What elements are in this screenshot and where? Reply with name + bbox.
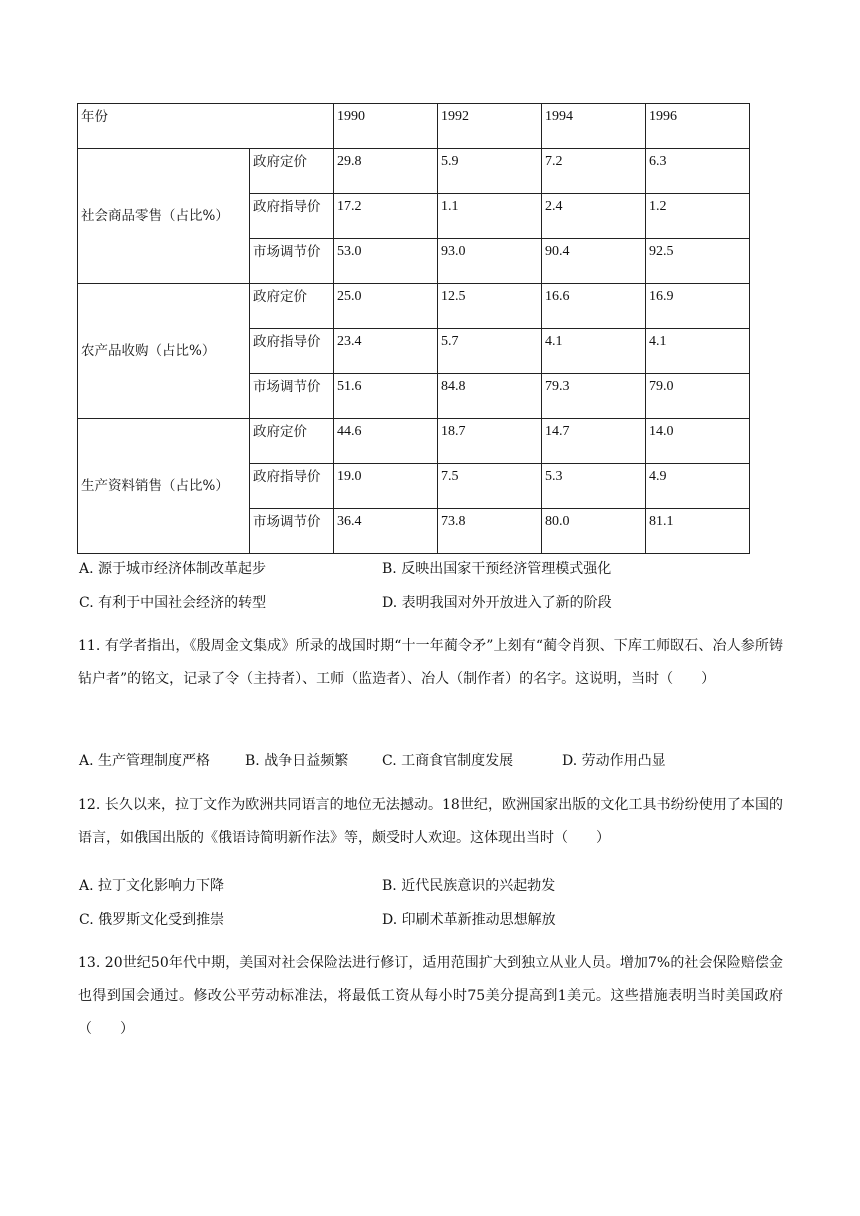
header-year: 1990	[334, 104, 438, 149]
table-cell: 14.0	[646, 419, 750, 464]
table-cell: 92.5	[646, 239, 750, 284]
q11-stem: 11. 有学者指出，《殷周金文集成》所录的战国时期“十一年蔺令矛”上刻有“蔺令肖狈、下库工师臤石、冶人参所铸钻户者”的铭文，记录了令（主持者）、工师（监造者）、冶人（制作者）的名字。这说明，当时（ ）	[78, 638, 783, 687]
q12-stem: 12. 长久以来，拉丁文作为欧洲共同语言的地位无法撼动。18世纪，欧洲国家出版的文化工具书纷纷使用了本国的语言，如俄国出版的《俄语诗简明新作法》等，颇受时人欢迎。这体现出当时（ ）	[78, 797, 783, 846]
table-row	[78, 149, 750, 194]
table-cell: 1.1	[438, 194, 542, 239]
price-type: 政府指导价	[250, 464, 334, 509]
table-cell: 5.7	[438, 329, 542, 374]
price-type: 政府定价	[250, 419, 334, 464]
table-cell: 18.7	[438, 419, 542, 464]
header-year: 1992	[438, 104, 542, 149]
table-cell: 7.2	[542, 149, 646, 194]
table-cell: 7.5	[438, 464, 542, 509]
table-cell: 84.8	[438, 374, 542, 419]
q10-options-row-2	[79, 592, 779, 614]
q10-option-d[interactable]: D. 表明我国对外开放进入了新的阶段	[382, 595, 612, 611]
q12-options-row-1	[79, 875, 779, 897]
price-type: 市场调节价	[250, 374, 334, 419]
table-cell: 5.3	[542, 464, 646, 509]
table-row	[78, 419, 750, 464]
q12-options-row-2	[79, 909, 779, 931]
table-header-row	[78, 104, 750, 149]
table-cell: 90.4	[542, 239, 646, 284]
table-cell: 93.0	[438, 239, 542, 284]
group-name: 生产资料销售（占比%）	[78, 419, 250, 554]
table-cell: 51.6	[334, 374, 438, 419]
header-label: 年份	[78, 104, 334, 149]
price-type: 政府定价	[250, 149, 334, 194]
table-cell: 19.0	[334, 464, 438, 509]
price-type: 政府定价	[250, 284, 334, 329]
price-type: 市场调节价	[250, 239, 334, 284]
q10-options-row-1	[79, 558, 779, 580]
table-cell: 16.9	[646, 284, 750, 329]
table-cell: 6.3	[646, 149, 750, 194]
table-cell: 36.4	[334, 509, 438, 554]
q11-option-b[interactable]: B. 战争日益频繁	[245, 753, 349, 769]
q11-options-row	[79, 750, 779, 772]
table-cell: 53.0	[334, 239, 438, 284]
table-cell: 4.1	[646, 329, 750, 374]
table-cell: 5.9	[438, 149, 542, 194]
q11-option-d[interactable]: D. 劳动作用凸显	[562, 753, 666, 769]
table-cell: 2.4	[542, 194, 646, 239]
q12-option-c[interactable]: C. 俄罗斯文化受到推崇	[79, 912, 225, 928]
price-share-table	[77, 103, 750, 554]
price-type: 政府指导价	[250, 194, 334, 239]
table-cell: 23.4	[334, 329, 438, 374]
q10-option-a[interactable]: A. 源于城市经济体制改革起步	[79, 561, 267, 577]
table-cell: 29.8	[334, 149, 438, 194]
table-cell: 80.0	[542, 509, 646, 554]
table-cell: 25.0	[334, 284, 438, 329]
table-cell: 1.2	[646, 194, 750, 239]
table-cell: 12.5	[438, 284, 542, 329]
table-cell: 81.1	[646, 509, 750, 554]
table-cell: 14.7	[542, 419, 646, 464]
table-cell: 17.2	[334, 194, 438, 239]
group-name: 社会商品零售（占比%）	[78, 149, 250, 284]
price-type: 政府指导价	[250, 329, 334, 374]
header-year: 1994	[542, 104, 646, 149]
q12-option-a[interactable]: A. 拉丁文化影响力下降	[79, 878, 225, 894]
q11-option-c[interactable]: C. 工商食官制度发展	[382, 753, 514, 769]
table-cell: 79.3	[542, 374, 646, 419]
q11-option-a[interactable]: A. 生产管理制度严格	[79, 753, 211, 769]
q13-stem: 13. 20世纪50年代中期，美国对社会保险法进行修订，适用范围扩大到独立从业人员。增加7%的社会保险赔偿金也得到国会通过。修改公平劳动标准法，将最低工资从每小时75美分提高到1美元。这些措施表明当时美国政府（ ）	[78, 955, 783, 1037]
q10-option-c[interactable]: C. 有利于中国社会经济的转型	[79, 595, 267, 611]
table-cell: 4.9	[646, 464, 750, 509]
header-year: 1996	[646, 104, 750, 149]
q10-option-b[interactable]: B. 反映出国家干预经济管理模式强化	[382, 561, 612, 577]
table-cell: 4.1	[542, 329, 646, 374]
q12-option-d[interactable]: D. 印刷术革新推动思想解放	[382, 912, 556, 928]
group-name: 农产品收购（占比%）	[78, 284, 250, 419]
table-cell: 16.6	[542, 284, 646, 329]
table-row	[78, 284, 750, 329]
q12-option-b[interactable]: B. 近代民族意识的兴起勃发	[382, 878, 556, 894]
table-cell: 73.8	[438, 509, 542, 554]
price-type: 市场调节价	[250, 509, 334, 554]
table-cell: 44.6	[334, 419, 438, 464]
table-cell: 79.0	[646, 374, 750, 419]
